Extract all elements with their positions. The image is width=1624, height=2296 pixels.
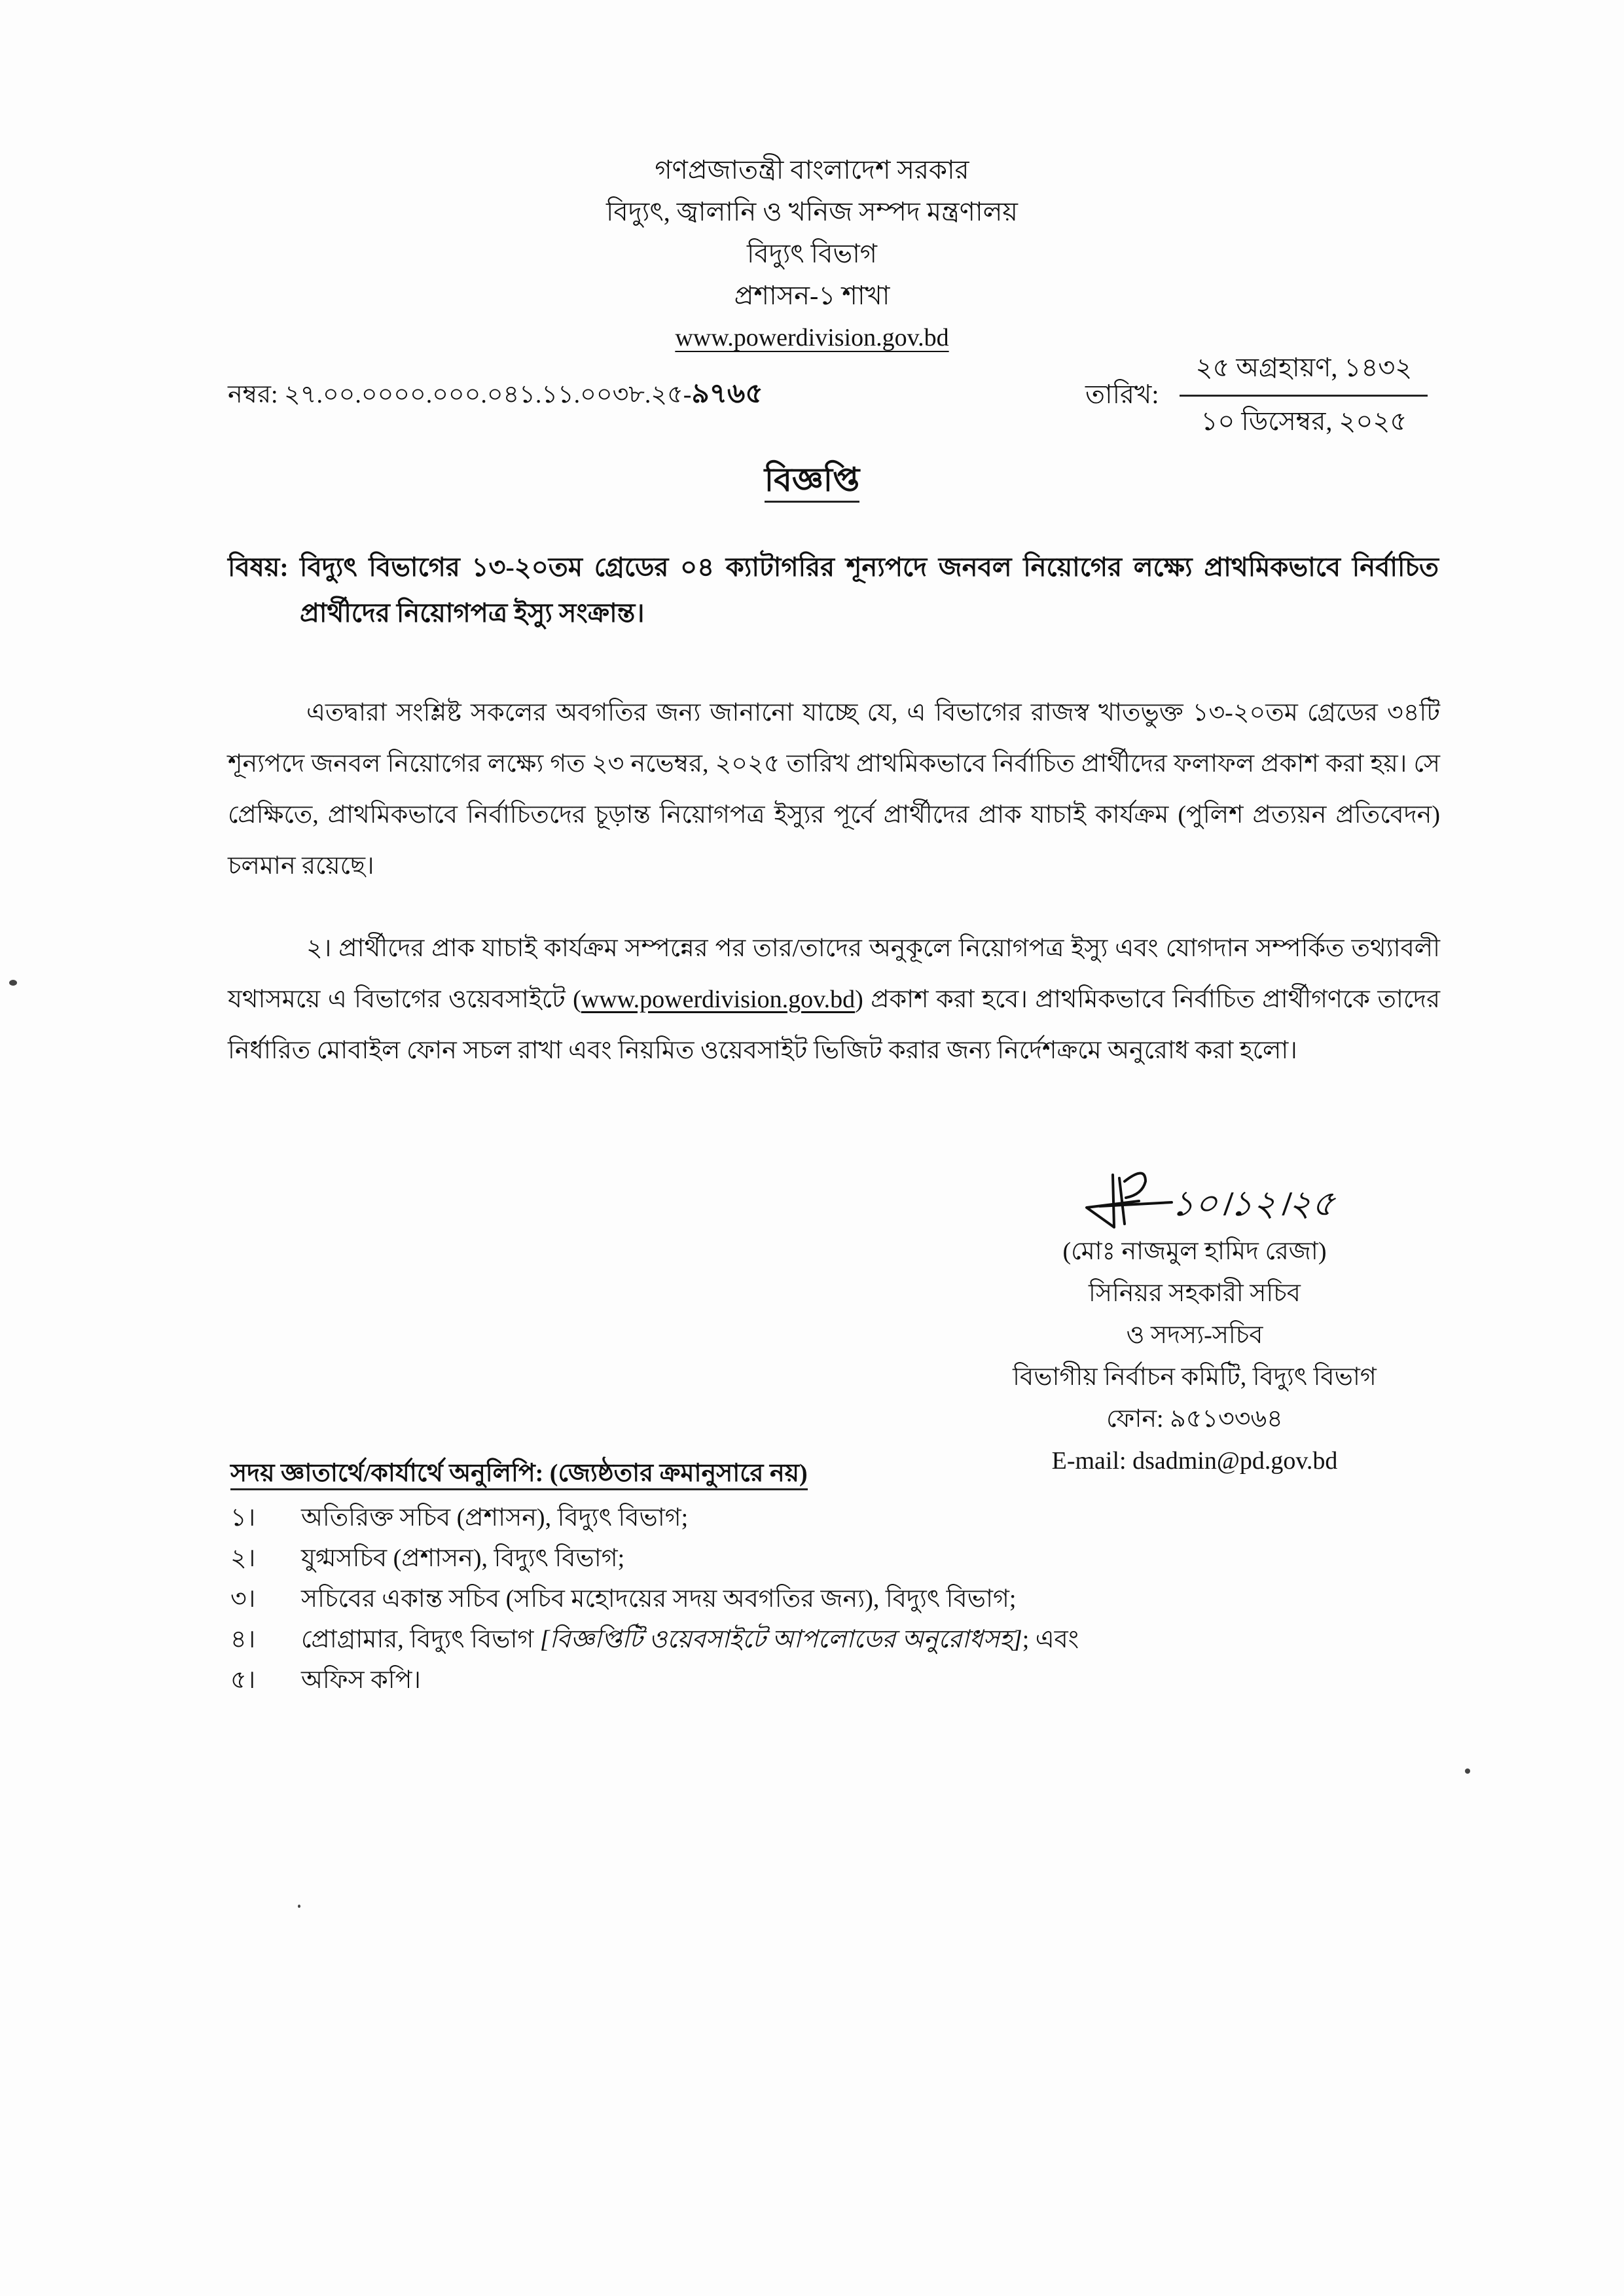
distribution-item [230,1579,1441,1619]
ministry-name: বিদ্যুৎ, জ্বালানি ও খনিজ সম্পদ মন্ত্রণালয় [606,197,1018,226]
scan-speck [9,980,17,986]
signature-date: ১০।১২।২৫ [1169,1184,1337,1223]
paragraph-2-text-end: ) প্রকাশ করা হবে। প্রাথমিকভাবে নির্বাচিত প্রার্থীগণকে তাদের নির্ধারিত মোবাইল ফোন সচল রাখা এবং নিয়মিত ওয়েবসাইট ভিজিট করার জন্য নির্দেশক্রমে অনুরোধ করা হলো। [228,986,1440,1064]
memo-serial: ৯৭৬৫ [691,379,763,409]
signatory-designation: সিনিয়র সহকারী সচিব [1089,1280,1301,1307]
item-text [301,1660,421,1700]
item-text [301,1538,624,1579]
scan-speck [298,1905,300,1908]
signatory-email[interactable]: E-mail: dsadmin@pd.gov.bd [1051,1447,1338,1475]
website-link[interactable]: www.powerdivision.gov.bd [675,324,949,351]
memo-label: নম্বর: [228,381,278,408]
date-block [1085,347,1428,444]
notice-title-text: বিজ্ঞপ্তি [765,461,859,503]
item-recipient: সচিবের একান্ত সচিব (সচিব মহোদয়ের সদয় অবগতির জন্য), বিদ্যুৎ বিভাগ; [301,1585,1017,1613]
subject [228,545,1439,636]
date-bangla: ২৫ অগ্রহায়ণ, ১৪৩২ [1180,347,1428,397]
item-recipient: অফিস কপি। [301,1666,421,1694]
handwritten-signature [1074,1162,1440,1234]
distribution-item [230,1660,1441,1700]
division-name: বিদ্যুৎ বিভাগ [746,239,878,268]
distribution-list [230,1453,1441,1700]
signatory-committee: বিভাগীয় নির্বাচন কমিটি, বিদ্যুৎ বিভাগ [1013,1363,1377,1391]
item-recipient: প্রোগ্রামার, বিদ্যুৎ বিভাগ [301,1626,540,1653]
letterhead [0,149,1624,359]
subject-label: বিষয়: [228,552,289,582]
paragraph-2-text-start: ২। প্রার্থীদের প্রাক যাচাই কার্যক্রম সম্পন্নের পর তার/তাদের অনুকূলে নিয়োগপত্র ইস্যু এবং যোগদান সম্পর্কিত তথ্যাবলী যথাসময়ে এ বিভাগের ওয়েবসাইটে ( [228,935,1440,1013]
item-text [301,1498,688,1538]
memo-number [228,372,763,418]
item-note: [বিজ্ঞপ্তিটি ওয়েবসাইটে আপলোডের অনুরোধসহ] [539,1626,1022,1653]
distribution-heading-text: সদয় জ্ঞাতার্থে/কার্যার্থে অনুলিপি: (জ্যেষ্ঠতার ক্রমানুসারে নয়) [230,1460,808,1490]
distribution-items [230,1498,1441,1700]
signatory-name: (মোঃ নাজমুল হামিদ রেজা) [1062,1238,1327,1265]
government-name: গণপ্রজাতন্ত্রী বাংলাদেশ সরকার [655,155,969,185]
item-number: ২। [230,1545,256,1572]
notice-title [0,456,1624,510]
distribution-item [230,1538,1441,1579]
signatory-phone: ফোন: ৯৫১৩৩৬৪ [1106,1405,1283,1433]
item-number: ৩। [230,1585,256,1613]
distribution-item [230,1619,1441,1660]
date-values [1180,347,1428,444]
item-suffix: ; এবং [1022,1626,1079,1653]
item-text [301,1619,1079,1660]
signatory-role: ও সদস্য-সচিব [1126,1321,1263,1349]
distribution-item [230,1498,1441,1538]
item-text [301,1579,1016,1619]
date-label: তারিখ: [1085,380,1159,409]
body-paragraph-2 [228,923,1440,1076]
subject-text: বিদ্যুৎ বিভাগের ১৩-২০তম গ্রেডের ০৪ ক্যাটাগরির শূন্যপদে জনবল নিয়োগের লক্ষ্যে প্রাথমিকভাবে নির্বাচিত প্রার্থীদের নিয়োগপত্র ইস্যু সংক্রান্ত। [300,552,1439,628]
item-number: ৪। [230,1626,256,1653]
signatory-block [949,1230,1440,1482]
branch-name: প্রশাসন-১ শাখা [734,281,890,310]
memo-number-value: ২৭.০০.০০০০.০০০.০৪১.১১.০০৩৮.২৫- [284,381,692,408]
inline-website-link[interactable]: www.powerdivision.gov.bd [581,986,856,1013]
body-paragraph-1: এতদ্বারা সংশ্লিষ্ট সকলের অবগতির জন্য জানানো যাচ্ছে যে, এ বিভাগের রাজস্ব খাতভুক্ত ১৩-২০তম গ্রেডের ৩৪টি শূন্যপদে জনবল নিয়োগের লক্ষ্যে গত ২৩ নভেম্বর, ২০২৫ তারিখ প্রাথমিকভাবে নির্বাচিত প্রার্থীদের ফলাফল প্রকাশ করা হয়। সে প্রেক্ষিতে, প্রাথমিকভাবে নির্বাচিতদের চূড়ান্ত নিয়োগপত্র ইস্যুর পূর্বে প্রার্থীদের প্রাক যাচাই কার্যক্রম (পুলিশ প্রত্যয়ন প্রতিবেদন) চলমান রয়েছে। [228,699,1440,880]
item-number: ৫। [230,1666,256,1694]
distribution-heading [230,1453,1441,1494]
item-number: ১। [230,1504,256,1532]
item-recipient: যুগ্মসচিব (প্রশাসন), বিদ্যুৎ বিভাগ; [301,1545,625,1572]
date-gregorian: ১০ ডিসেম্বর, ২০২৫ [1200,406,1407,436]
scan-speck [1465,1768,1470,1774]
item-recipient: অতিরিক্ত সচিব (প্রশাসন), বিদ্যুৎ বিভাগ; [301,1504,689,1532]
